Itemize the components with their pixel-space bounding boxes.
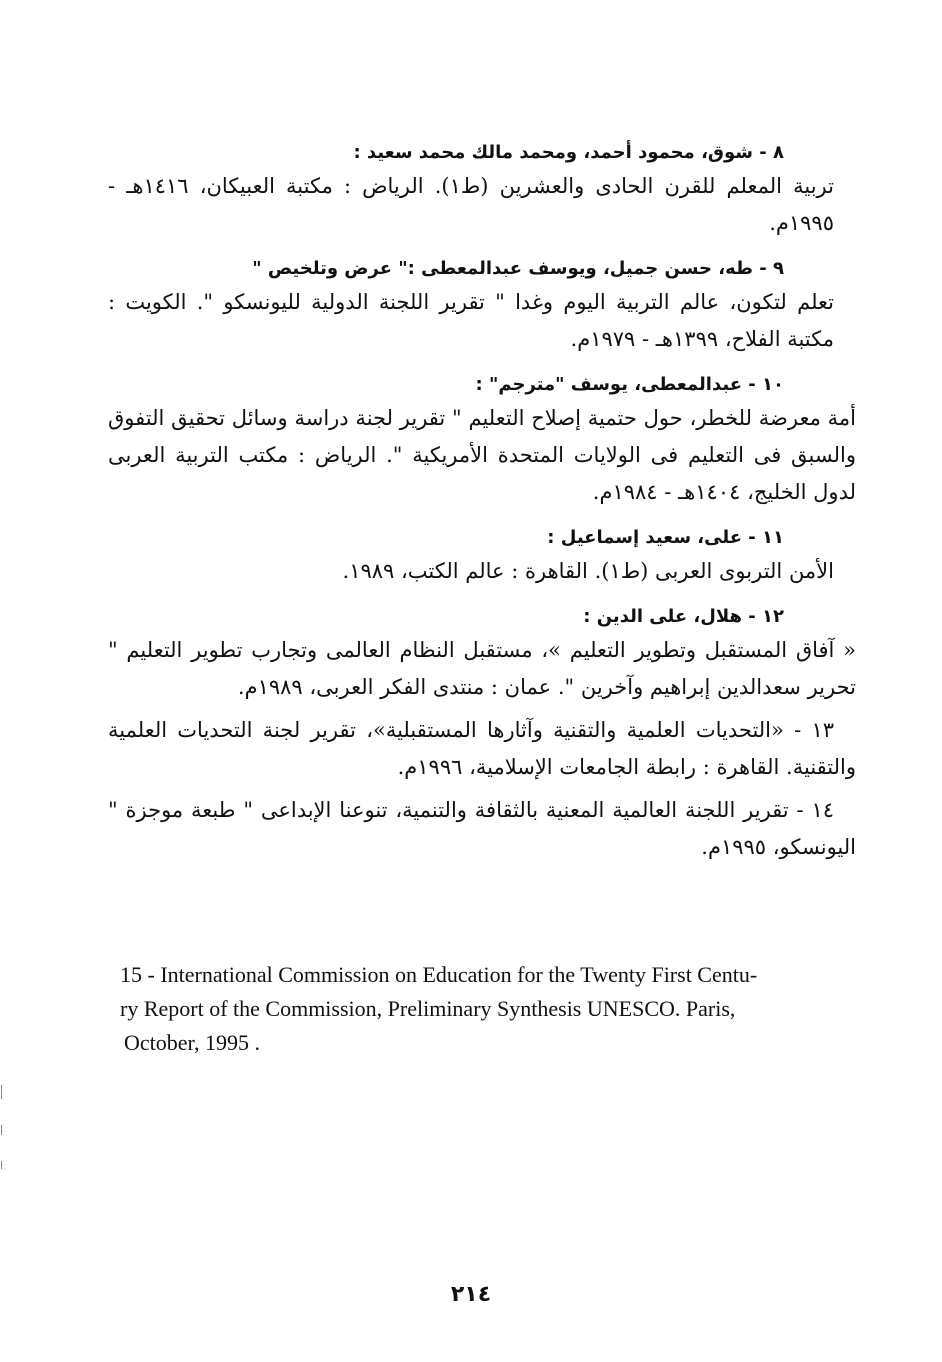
reference-9-text: تعلم لتكون، عالم التربية اليوم وغدا " تقرير اللجنة الدولية لليونسكو ". الكويت : مكتبة الفلاح، ١٣٩٩هـ - ١٩٧٩م. (108, 290, 834, 351)
scan-mark (1, 1161, 2, 1169)
reference-12-text: « آفاق المستقبل وتطوير التعليم »، مستقبل النظام العالمى وتجارب تطوير التعليم " تحرير سعدالدين إبراهيم وآخرين ". عمان : منتدى الفكر العربى، ١٩٨٩م. (108, 638, 856, 699)
reference-14: ١٤ - تقرير اللجنة العالمية المعنية بالثقافة والتنمية، تنوعنا الإبداعى " طبعة موجزة " اليونسكو، ١٩٩٥م. (108, 798, 856, 859)
reference-12-author: ١٢ - هلال، على الدين : (583, 606, 784, 627)
reference-8-author: ٨ - شوق، محمود أحمد، ومحمد مالك محمد سعيد : (353, 142, 784, 163)
english-reference-line-2: ry Report of the Commission, Preliminary Synthesis UNESCO. Paris, (120, 996, 736, 1021)
page-number: ٢١٤ (450, 1282, 492, 1307)
english-reference-15 (120, 958, 858, 1060)
reference-8-text: تربية المعلم للقرن الحادى والعشرين (ط١). الرياض : مكتبة العبيكان، ١٤١٦هـ - ١٩٩٥م. (108, 174, 834, 235)
english-reference-line-1: 15 - International Commission on Education for the Twenty First Centu- (120, 962, 758, 987)
reference-11-author: ١١ - على، سعيد إسماعيل : (547, 527, 784, 548)
reference-9-author: ٩ - طه، حسن جميل، ويوسف عبدالمعطى :" عرض وتلخيص " (252, 258, 784, 279)
reference-13: ١٣ - «التحديات العلمية والتقنية وآثارها المستقبلية»، تقرير لجنة التحديات العلمية والتقنية. القاهرة : رابطة الجامعات الإسلامية، ١٩٩٦م. (108, 718, 856, 779)
scan-mark (1, 1125, 2, 1135)
scan-mark (1, 1085, 2, 1099)
arabic-references (108, 138, 856, 866)
reference-10-text: أمة معرضة للخطر، حول حتمية إصلاح التعليم " تقرير لجنة دراسة وسائل تحقيق التفوق والسبق فى التعليم فى الولايات المتحدة الأمريكية ". الرياض : مكتب التربية العربى لدول الخليج، ١٤٠٤هـ - ١٩٨٤م. (108, 406, 856, 504)
reference-11-text: الأمن التربوى العربى (ط١). القاهرة : عالم الكتب، ١٩٨٩. (342, 559, 834, 583)
scan-margin-marks (0, 1085, 4, 1175)
english-reference-line-3: October, 1995 . (124, 1030, 260, 1055)
reference-10-author: ١٠ - عبدالمعطى، يوسف "مترجم" : (475, 374, 784, 395)
